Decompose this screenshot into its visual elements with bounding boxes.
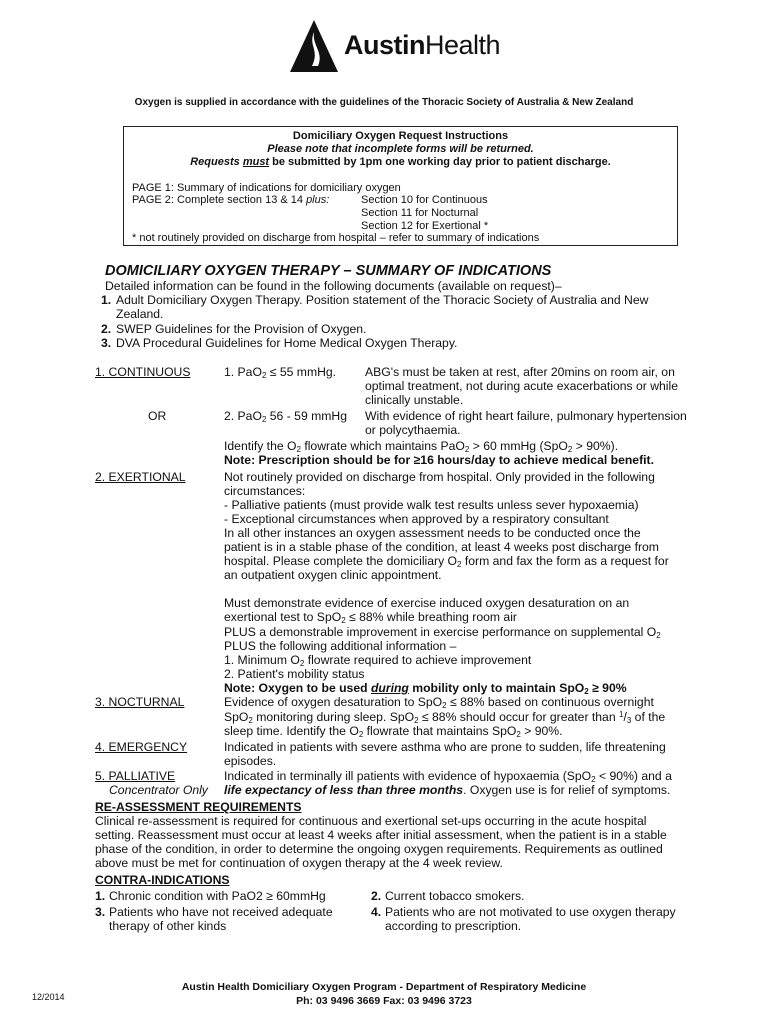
continuous-note: Note: Prescription should be for ≥16 hours/day to achieve medical benefit. bbox=[224, 453, 654, 467]
emergency-line-1: Indicated in patients with severe asthma who are prone to sudden, life threatening bbox=[224, 740, 666, 754]
contra-title: CONTRA-INDICATIONS bbox=[95, 873, 230, 887]
exertional-line-2: circumstances: bbox=[224, 484, 306, 498]
continuous-label: 1. CONTINUOUS bbox=[95, 365, 191, 379]
or-label: OR bbox=[148, 409, 167, 423]
brand-name: AustinHealth bbox=[344, 30, 501, 60]
palliative-line-1: Indicated in terminally ill patients with evidence of hypoxaemia (SpO$_2$ < 90%) and a bbox=[224, 769, 672, 784]
emergency-label: 4. EMERGENCY bbox=[95, 740, 188, 754]
exertional-item-1: 1. Minimum $O_2$ flowrate required to achieve improvement bbox=[224, 653, 532, 668]
exertional-line-6: patient is in a stable phase of the condition, at least 4 weeks post discharge from bbox=[224, 540, 659, 554]
contra-4-text-cont: according to prescription. bbox=[385, 919, 522, 933]
nocturnal-line-2: SpO$_2$ monitoring during sleep. SpO$_2$ ≤ 88% should occur for greater than $^1/_3$ of the bbox=[224, 710, 666, 725]
exertional-line-3: - Palliative patients (must provide walk test results unless sever hypoxaemia) bbox=[224, 498, 639, 512]
section10-text: Section 10 for Continuous bbox=[361, 194, 488, 206]
exertional-hospital: hospital. Please complete the domiciliary $O_2$ form and fax the form as a request for bbox=[224, 554, 669, 569]
doc-2-text: SWEP Guidelines for the Provision of Oxygen. bbox=[116, 322, 367, 336]
section12-text: Section 12 for Exertional * bbox=[361, 220, 489, 232]
doc-2-number: 2. bbox=[101, 322, 112, 336]
continuous-criterion-1-desc-2: optimal treatment, not during acute exacerbations or while bbox=[365, 379, 678, 393]
doc-1-text: Adult Domiciliary Oxygen Therapy. Position statement of the Thoracic Society of Australia and New bbox=[116, 293, 649, 307]
exertional-line-1: Not routinely provided on discharge from hospital. Only provided in the following bbox=[224, 470, 655, 484]
continuous-criterion-1-desc: ABG's must be taken at rest, after 20mins on room air, on bbox=[365, 365, 675, 379]
doc-1-text-cont: Zealand. bbox=[116, 307, 164, 321]
exertional-plus-2: PLUS the following additional information – bbox=[224, 639, 457, 653]
doc-1-number: 1. bbox=[101, 293, 112, 307]
continuous-criterion-1-desc-3: clinically unstable. bbox=[365, 393, 464, 407]
nocturnal-label: 3. NOCTURNAL bbox=[95, 695, 185, 709]
contra-2-number: 2. bbox=[371, 889, 382, 903]
nocturnal-line-3: sleep time. Identify the $O_2$ flowrate that maintains SpO$_2$ > 90%. bbox=[224, 724, 563, 739]
exertional-label: 2. EXERTIONAL bbox=[95, 470, 186, 484]
emergency-line-2: episodes. bbox=[224, 754, 277, 768]
exertional-must: Must demonstrate evidence of exercise induced oxygen desaturation on an bbox=[224, 596, 630, 610]
exertional-outpatient: an outpatient oxygen clinic appointment. bbox=[224, 568, 442, 582]
instructions-note: Please note that incomplete forms will be returned. bbox=[267, 143, 534, 155]
nocturnal-line-1: Evidence of oxygen desaturation to SpO$_2$ ≤ 88% based on continuous overnight bbox=[224, 695, 654, 710]
contra-4-text: Patients who are not motivated to use oxygen therapy bbox=[385, 905, 676, 919]
contra-1-number: 1. bbox=[95, 889, 106, 903]
continuous-criterion-2-desc-2: or polycythaemia. bbox=[365, 423, 461, 437]
footer-contact: Ph: 03 9496 3669 Fax: 03 9496 3723 bbox=[296, 995, 472, 1007]
contra-3-text-cont: therapy of other kinds bbox=[109, 919, 227, 933]
reassessment-title: RE-ASSESSMENT REQUIREMENTS bbox=[95, 800, 302, 814]
revision-date: 12/2014 bbox=[32, 992, 65, 1002]
continuous-identify: Identify the $O_2$ flowrate which maintains PaO$_2$ > 60 mmHg (SpO$_2$ > 90%). bbox=[224, 439, 619, 454]
flame-logo-icon bbox=[290, 20, 340, 74]
exertional-test: exertional test to SpO$_2$ ≤ 88% while breathing room air bbox=[224, 610, 517, 625]
section11-text: Section 11 for Nocturnal bbox=[361, 207, 479, 219]
contra-4-number: 4. bbox=[371, 905, 382, 919]
contra-3-text: Patients who have not received adequate bbox=[109, 905, 333, 919]
doc-3-text: DVA Procedural Guidelines for Home Medical Oxygen Therapy. bbox=[116, 336, 458, 350]
contra-1-text: Chronic condition with PaO2 ≥ 60mmHg bbox=[109, 889, 326, 903]
exertional-note: Note: Oxygen to be used during mobility only to maintain SpO$_2$ ≥ 90% bbox=[224, 681, 627, 696]
doc-3-number: 3. bbox=[101, 336, 112, 350]
tagline: Oxygen is supplied in accordance with the guidelines of the Thoracic Society of Australia & New Zealand bbox=[134, 97, 634, 108]
reassessment-line-4: above must be met for continuation of oxygen therapy at the 4 week review. bbox=[95, 856, 503, 870]
reassessment-line-1: Clinical re-assessment is required for continuous and exertional set-ups occurring in the acute hospital bbox=[95, 814, 647, 828]
reassessment-line-2: setting. Reassessment must occur at least 4 weeks after initial assessment, when the patient is in a stable bbox=[95, 828, 667, 842]
exertional-line-5: In all other instances an oxygen assessment needs to be conducted once the bbox=[224, 526, 641, 540]
instructions-deadline: Requests must be submitted by 1pm one working day prior to patient discharge. bbox=[190, 156, 611, 168]
page2-instruction: PAGE 2: Complete section 13 & 14 plus: bbox=[132, 194, 330, 206]
continuous-criterion-1: 1. PaO$_2$ ≤ 55 mmHg. bbox=[224, 365, 337, 380]
palliative-sublabel: Concentrator Only bbox=[109, 783, 208, 797]
instructions-box bbox=[123, 126, 678, 246]
instructions-footnote: * not routinely provided on discharge from hospital – refer to summary of indications bbox=[132, 232, 540, 244]
exertional-line-4: - Exceptional circumstances when approved by a respiratory consultant bbox=[224, 512, 609, 526]
austin-health-logo bbox=[290, 20, 510, 76]
reassessment-line-3: phase of the condition, in order to determine the ongoing oxygen requirements. Requirements as outlined bbox=[95, 842, 663, 856]
footer-program: Austin Health Domiciliary Oxygen Program - Department of Respiratory Medicine bbox=[181, 981, 587, 993]
exertional-plus-1: PLUS a demonstrable improvement in exercise performance on supplemental $O_2$ bbox=[224, 625, 661, 640]
continuous-criterion-2-desc: With evidence of right heart failure, pulmonary hypertension bbox=[365, 409, 687, 423]
instructions-title: Domiciliary Oxygen Request Instructions bbox=[292, 130, 509, 142]
palliative-line-2: life expectancy of less than three months. Oxygen use is for relief of symptoms. bbox=[224, 783, 671, 797]
contra-3-number: 3. bbox=[95, 905, 106, 919]
contra-2-text: Current tobacco smokers. bbox=[385, 889, 525, 903]
page1-instruction: PAGE 1: Summary of indications for domiciliary oxygen bbox=[132, 182, 401, 194]
summary-title: DOMICILIARY OXYGEN THERAPY – SUMMARY OF INDICATIONS bbox=[105, 263, 552, 279]
continuous-criterion-2: 2. PaO$_2$ 56 - 59 mmHg bbox=[224, 409, 347, 424]
palliative-label: 5. PALLIATIVE bbox=[95, 769, 176, 783]
summary-intro: Detailed information can be found in the following documents (available on request)– bbox=[105, 279, 562, 293]
exertional-item-2: 2. Patient's mobility status bbox=[224, 667, 365, 681]
